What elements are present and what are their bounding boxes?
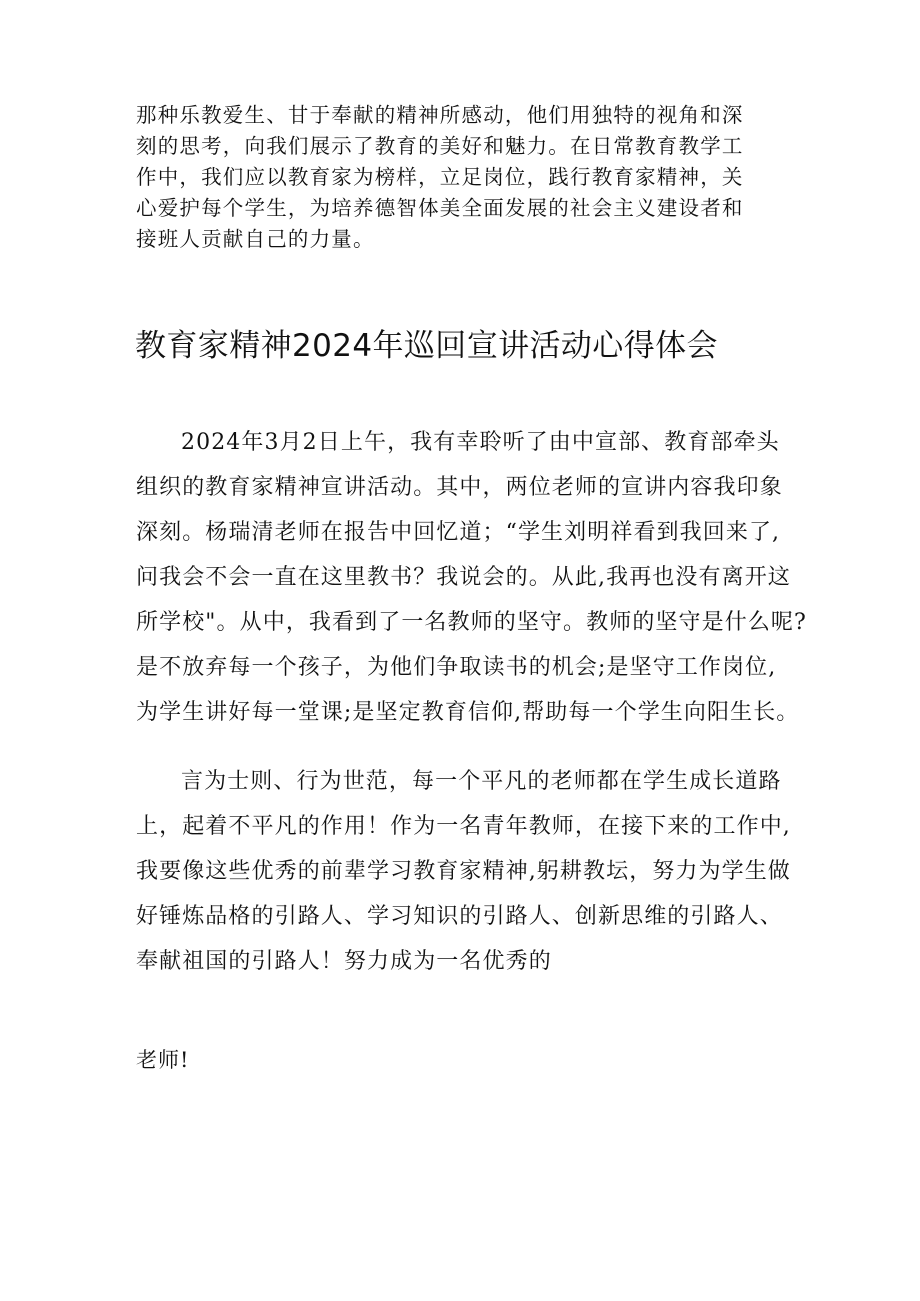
- paragraph-line: 言为士则、行为世范，每一个平凡的老师都在学生成长道路: [181, 769, 782, 794]
- paragraph-line: 奉献祖国的引路人！努力成为一名优秀的: [136, 949, 552, 974]
- paragraph-line: 为学生讲好每一堂课;是坚定教育信仰,帮助每一个学生向阳生长。: [136, 700, 800, 725]
- paragraph-line: 是不放弃每一个孩子，为他们争取读书的机会;是坚守工作岗位,: [136, 655, 777, 680]
- continuation-line: 心爱护每个学生，为培养德智体美全面发展的社会主义建设者和: [136, 196, 744, 220]
- paragraph-line: 好锤炼品格的引路人、学习知识的引路人、创新思维的引路人、: [136, 904, 783, 929]
- continuation-line: 刻的思考，向我们展示了教育的美好和魅力。在日常教育教学工: [136, 134, 744, 158]
- paragraph-line: 上，起着不平凡的作用！作为一名青年教师，在接下来的工作中,: [136, 814, 791, 839]
- paragraph-line: 我要像这些优秀的前辈学习教育家精神,躬耕教坛，努力为学生做: [136, 859, 791, 884]
- continuation-line: 那种乐教爱生、甘于奉献的精神所感动，他们用独特的视角和深: [136, 103, 744, 127]
- closing-line: 老师!: [136, 1048, 190, 1072]
- article-title: 教育家精神2024年巡回宣讲活动心得体会: [135, 328, 718, 364]
- paragraph-line: 深刻。杨瑞清老师在报告中回忆道；“学生刘明祥看到我回来了,: [136, 520, 781, 545]
- paragraph-line: 2024年3月2日上午，我有幸聆听了由中宣部、教育部牵头: [181, 430, 780, 455]
- paragraph-line: 组织的教育家精神宣讲活动。其中，两位老师的宣讲内容我印象: [136, 475, 783, 500]
- continuation-line: 作中，我们应以教育家为榜样，立足岗位，践行教育家精神，关: [136, 165, 744, 189]
- continuation-line: 接班人贡献自己的力量。: [136, 227, 375, 251]
- paragraph-line: 问我会不会一直在这里教书？我说会的。从此,我再也没有离开这: [136, 565, 791, 590]
- paragraph-line: 所学校"。从中，我看到了一名教师的坚守。教师的坚守是什么呢?: [136, 610, 807, 635]
